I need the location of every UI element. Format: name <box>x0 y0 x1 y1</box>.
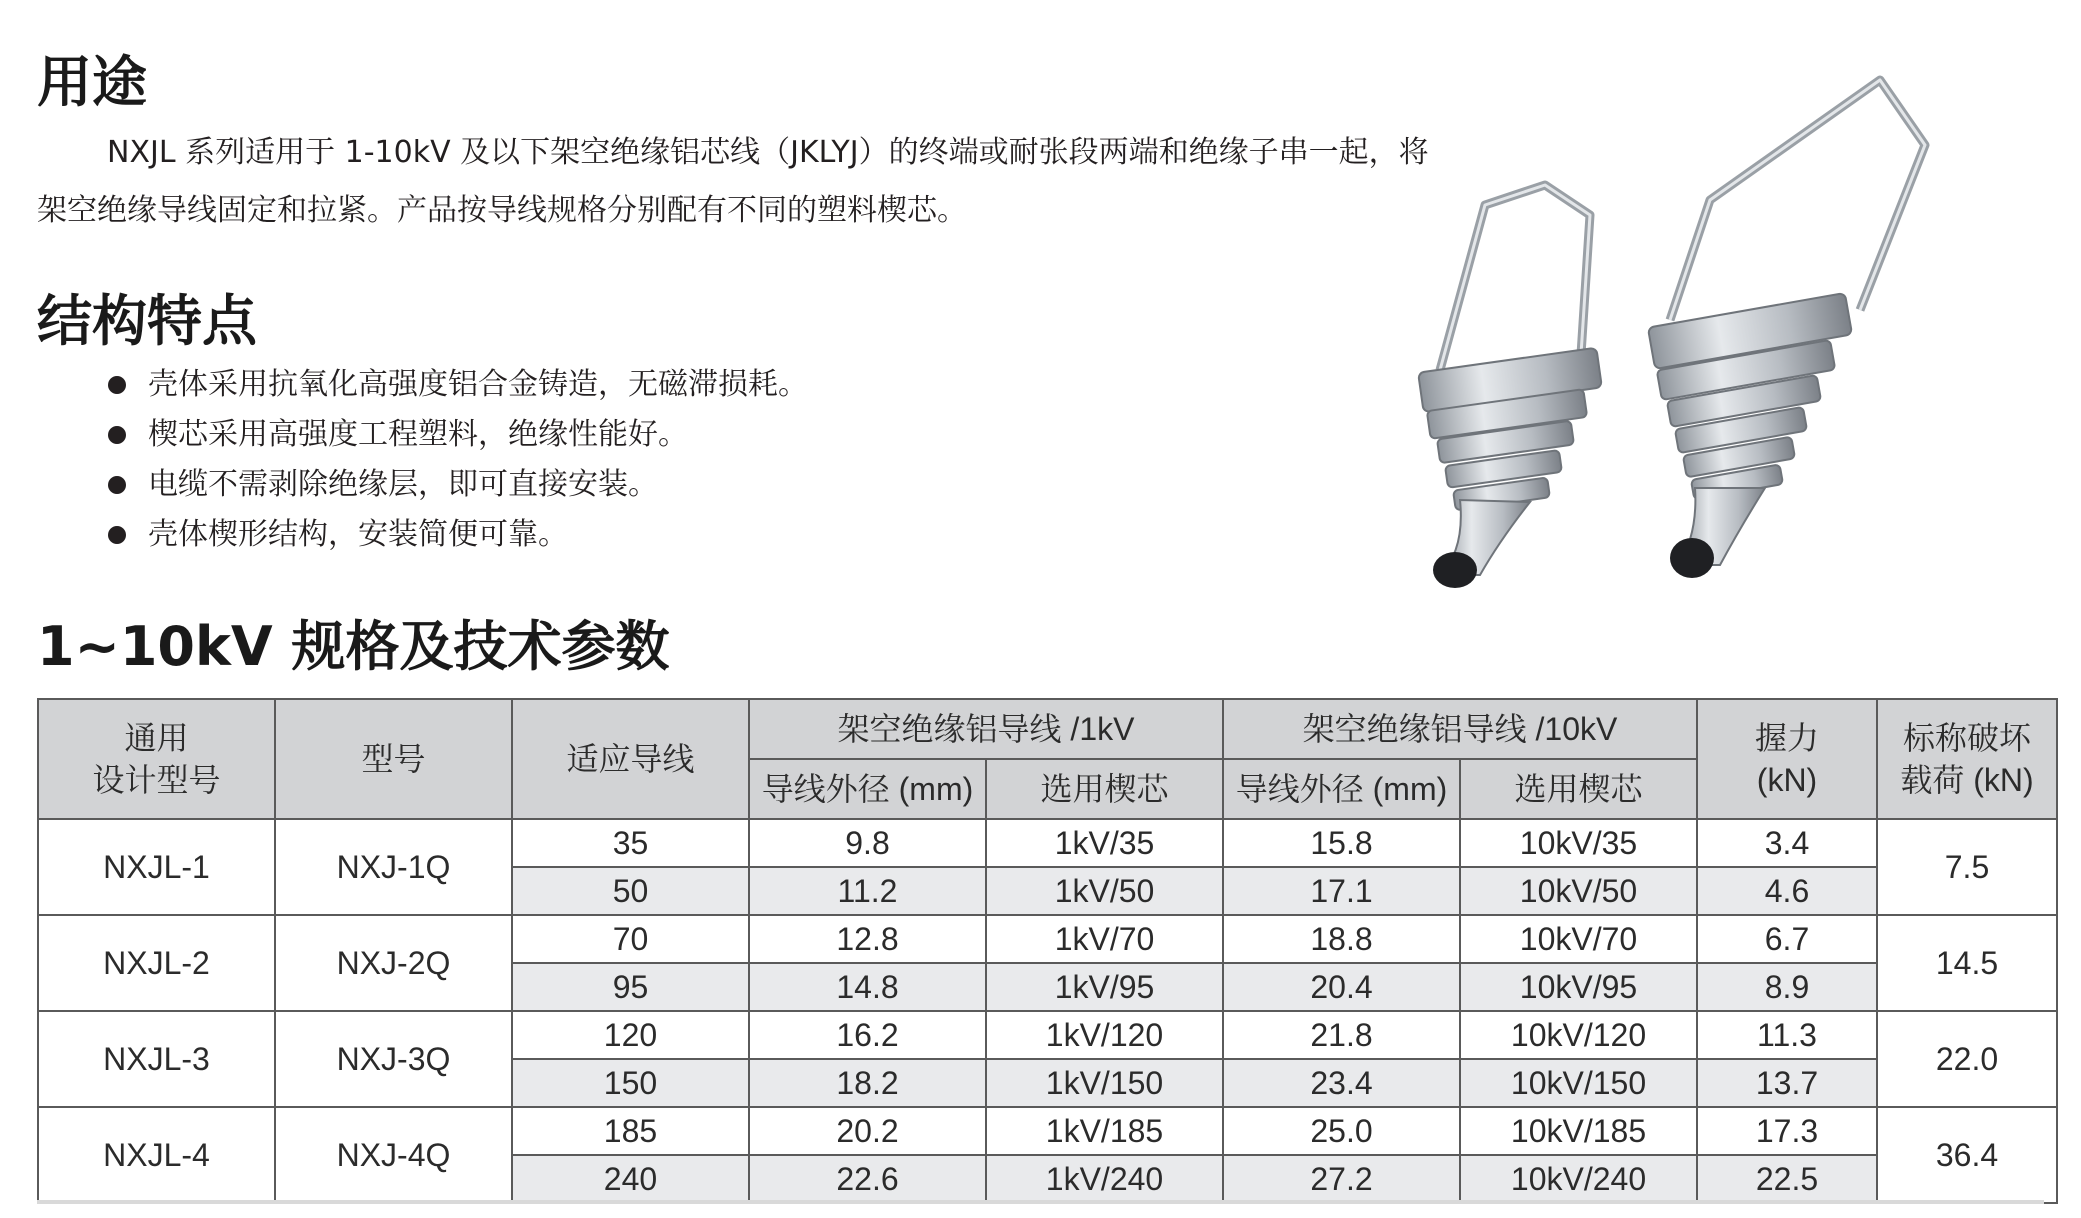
features-list <box>108 360 808 560</box>
bullet-icon <box>108 376 126 394</box>
design-model-cell: NXJL-2 <box>38 915 275 1011</box>
feature-item <box>108 360 808 410</box>
header-conductor: 适应导线 <box>512 699 749 819</box>
wedge-1kv-cell: 1kV/50 <box>986 867 1223 915</box>
conductor-cell: 150 <box>512 1059 749 1107</box>
od-10kv-cell: 17.1 <box>1223 867 1460 915</box>
model-cell: NXJ-2Q <box>275 915 512 1011</box>
header-design-model: 通用 设计型号 <box>38 699 275 819</box>
feature-text: 电缆不需剥除绝缘层，即可直接安装。 <box>148 467 658 502</box>
conductor-cell: 50 <box>512 867 749 915</box>
od-10kv-cell: 25.0 <box>1223 1107 1460 1155</box>
wedge-10kv-cell: 10kV/150 <box>1460 1059 1697 1107</box>
feature-item <box>108 460 808 510</box>
specs-table <box>37 698 2058 1204</box>
strain-clamp-product-image <box>1380 70 2000 630</box>
od-1kv-cell: 22.6 <box>749 1155 986 1203</box>
wedge-10kv-cell: 10kV/185 <box>1460 1107 1697 1155</box>
header-model: 型号 <box>275 699 512 819</box>
conductor-cell: 185 <box>512 1107 749 1155</box>
wedge-10kv-cell: 10kV/70 <box>1460 915 1697 963</box>
feature-text: 壳体采用抗氧化高强度铝合金铸造，无磁滞损耗。 <box>148 367 808 402</box>
header-breaking-load: 标称破坏 载荷 (kN) <box>1877 699 2057 819</box>
conductor-cell: 120 <box>512 1011 749 1059</box>
header-wedge-1kv: 选用楔芯 <box>986 759 1223 819</box>
breaking-load-cell: 22.0 <box>1877 1011 2057 1107</box>
model-cell: NXJ-1Q <box>275 819 512 915</box>
wedge-1kv-cell: 1kV/95 <box>986 963 1223 1011</box>
od-1kv-cell: 9.8 <box>749 819 986 867</box>
breaking-load-cell: 7.5 <box>1877 819 2057 915</box>
model-cell: NXJ-4Q <box>275 1107 512 1203</box>
breaking-load-cell: 36.4 <box>1877 1107 2057 1203</box>
table-row <box>38 819 2057 867</box>
grip-cell: 3.4 <box>1697 819 1877 867</box>
od-1kv-cell: 11.2 <box>749 867 986 915</box>
grip-cell: 13.7 <box>1697 1059 1877 1107</box>
table-row <box>38 915 2057 963</box>
header-od-1kv: 导线外径 (mm) <box>749 759 986 819</box>
od-1kv-cell: 16.2 <box>749 1011 986 1059</box>
usage-paragraph: NXJL 系列适用于 1-10kV 及以下架空绝缘铝芯线（JKLYJ）的终端或耐张段两端和绝缘子串一起，将架空绝缘导线固定和拉紧。产品按导线规格分别配有不同的塑料楔芯。 <box>37 135 1429 228</box>
wedge-10kv-cell: 10kV/35 <box>1460 819 1697 867</box>
od-1kv-cell: 18.2 <box>749 1059 986 1107</box>
od-10kv-cell: 20.4 <box>1223 963 1460 1011</box>
table-row <box>38 1107 2057 1155</box>
conductor-cell: 70 <box>512 915 749 963</box>
wedge-1kv-cell: 1kV/185 <box>986 1107 1223 1155</box>
model-cell: NXJ-3Q <box>275 1011 512 1107</box>
grip-cell: 22.5 <box>1697 1155 1877 1203</box>
od-1kv-cell: 14.8 <box>749 963 986 1011</box>
design-model-cell: NXJL-4 <box>38 1107 275 1203</box>
grip-cell: 17.3 <box>1697 1107 1877 1155</box>
od-1kv-cell: 12.8 <box>749 915 986 963</box>
bottom-divider <box>37 1200 2044 1204</box>
bullet-icon <box>108 476 126 494</box>
header-group-1kv: 架空绝缘铝导线 /1kV <box>749 699 1223 759</box>
conductor-cell: 95 <box>512 963 749 1011</box>
breaking-load-cell: 14.5 <box>1877 915 2057 1011</box>
features-heading: 结构特点 <box>37 289 258 353</box>
specs-heading: 1~10kV 规格及技术参数 <box>37 615 670 678</box>
grip-cell: 8.9 <box>1697 963 1877 1011</box>
wedge-1kv-cell: 1kV/120 <box>986 1011 1223 1059</box>
od-10kv-cell: 18.8 <box>1223 915 1460 963</box>
conductor-cell: 240 <box>512 1155 749 1203</box>
wedge-1kv-cell: 1kV/35 <box>986 819 1223 867</box>
od-10kv-cell: 21.8 <box>1223 1011 1460 1059</box>
wedge-10kv-cell: 10kV/120 <box>1460 1011 1697 1059</box>
header-grip: 握力 (kN) <box>1697 699 1877 819</box>
bullet-icon <box>108 426 126 444</box>
wedge-10kv-cell: 10kV/50 <box>1460 867 1697 915</box>
design-model-cell: NXJL-3 <box>38 1011 275 1107</box>
bullet-icon <box>108 526 126 544</box>
large-clamp-icon <box>1648 80 1925 578</box>
od-10kv-cell: 27.2 <box>1223 1155 1460 1203</box>
grip-cell: 11.3 <box>1697 1011 1877 1059</box>
grip-cell: 4.6 <box>1697 867 1877 915</box>
feature-text: 楔芯采用高强度工程塑料，绝缘性能好。 <box>148 417 688 452</box>
wedge-10kv-cell: 10kV/240 <box>1460 1155 1697 1203</box>
table-row <box>38 1011 2057 1059</box>
feature-item <box>108 510 808 560</box>
wedge-10kv-cell: 10kV/95 <box>1460 963 1697 1011</box>
wedge-1kv-cell: 1kV/240 <box>986 1155 1223 1203</box>
feature-text: 壳体楔形结构，安装简便可靠。 <box>148 517 568 552</box>
wedge-1kv-cell: 1kV/70 <box>986 915 1223 963</box>
od-10kv-cell: 15.8 <box>1223 819 1460 867</box>
header-group-10kv: 架空绝缘铝导线 /10kV <box>1223 699 1697 759</box>
small-clamp-icon <box>1418 185 1602 588</box>
wedge-1kv-cell: 1kV/150 <box>986 1059 1223 1107</box>
conductor-cell: 35 <box>512 819 749 867</box>
usage-heading: 用途 <box>37 50 148 114</box>
header-od-10kv: 导线外径 (mm) <box>1223 759 1460 819</box>
header-wedge-10kv: 选用楔芯 <box>1460 759 1697 819</box>
od-10kv-cell: 23.4 <box>1223 1059 1460 1107</box>
feature-item <box>108 410 808 460</box>
design-model-cell: NXJL-1 <box>38 819 275 915</box>
od-1kv-cell: 20.2 <box>749 1107 986 1155</box>
grip-cell: 6.7 <box>1697 915 1877 963</box>
